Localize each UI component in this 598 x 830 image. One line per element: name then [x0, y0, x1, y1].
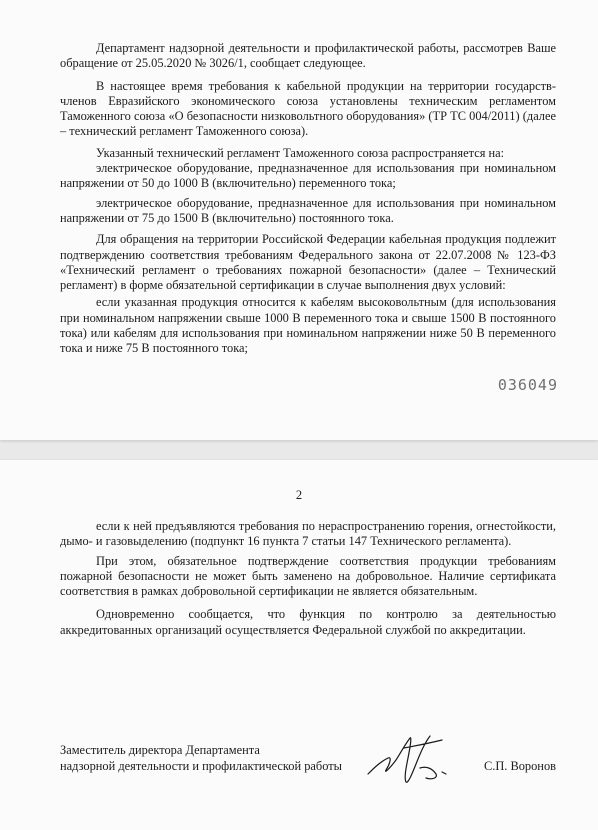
signature-block: [60, 742, 556, 774]
signatory-title-line2: надзорной деятельности и профилактической работы: [60, 759, 343, 773]
page-number: 2: [295, 488, 303, 502]
paragraph-condition-1: если указанная продукция относится к кабелям высоковольтным (для использования при номинальном напряжении свыше 1000 В переменного тока и свыше 1500 В постоянного тока) или кабелям для использования при номинальном напряжении ниже 50 В переменного тока и ниже 75 В постоянного тока;: [60, 295, 556, 356]
handwritten-signature: [360, 728, 470, 788]
paragraph-dc-equipment: электрическое оборудование, предназначенное для использования при номинальном напряжении от 75 до 1500 В (включительно) постоянного тока.: [60, 195, 556, 225]
paragraph-intro: Департамент надзорной деятельности и профилактической работы, рассмотрев Ваше обращение от 25.05.2020 № 3026/1, сообщает следующее.: [60, 41, 556, 71]
paragraph-certification: Для обращения на территории Российской Федерации кабельная продукция подлежит подтверждению соответствия требованиям Федерального закона от 22.07.2008 № 123-ФЗ «Технический регламент о требованиях пожарной безопасности» (далее – Технический регламент) в форме обязательной сертификации в случае выполнения двух условий:: [60, 232, 556, 293]
paragraph-mandatory: При этом, обязательное подтверждение соответствия продукции требованиям пожарной безопасности не может быть заменено на добровольное. Наличие сертификата соответствия в рамках добровольной сертификации не является обязательным.: [60, 553, 556, 599]
page2-body: [60, 519, 556, 638]
paragraph-requirements: В настоящее время требования к кабельной продукции на территории государств-членов Евразийского экономического союза установлены техническим регламентом Таможенного союза «О безопасности низковольтного оборудования» (ТР ТС 004/2011) (далее – технический регламент Таможенного союза).: [60, 78, 556, 139]
paragraph-scope: Указанный технический регламент Таможенного союза распространяется на:: [96, 145, 505, 160]
document-page-2: [0, 460, 598, 830]
paragraph-accreditation: Одновременно сообщается, что функция по контролю за деятельностью аккредитованных организаций осуществляется Федеральной службой по аккредитации.: [60, 607, 556, 637]
signatory-name: С.П. Воронов: [483, 759, 556, 773]
paragraph-condition-2: если к ней предъявляются требования по нераспространению горения, огнестойкости, дымо- и газовыделению (подпункт 16 пункта 7 статьи 147 Технического регламента).: [60, 519, 556, 549]
document-number: 036049: [497, 376, 558, 394]
paragraph-ac-equipment: электрическое оборудование, предназначенное для использования при номинальном напряжении от 50 до 1000 В (включительно) переменного тока;: [60, 161, 556, 191]
page1-body: [60, 41, 556, 357]
signatory-title-line1: Заместитель директора Департамента: [60, 743, 260, 757]
